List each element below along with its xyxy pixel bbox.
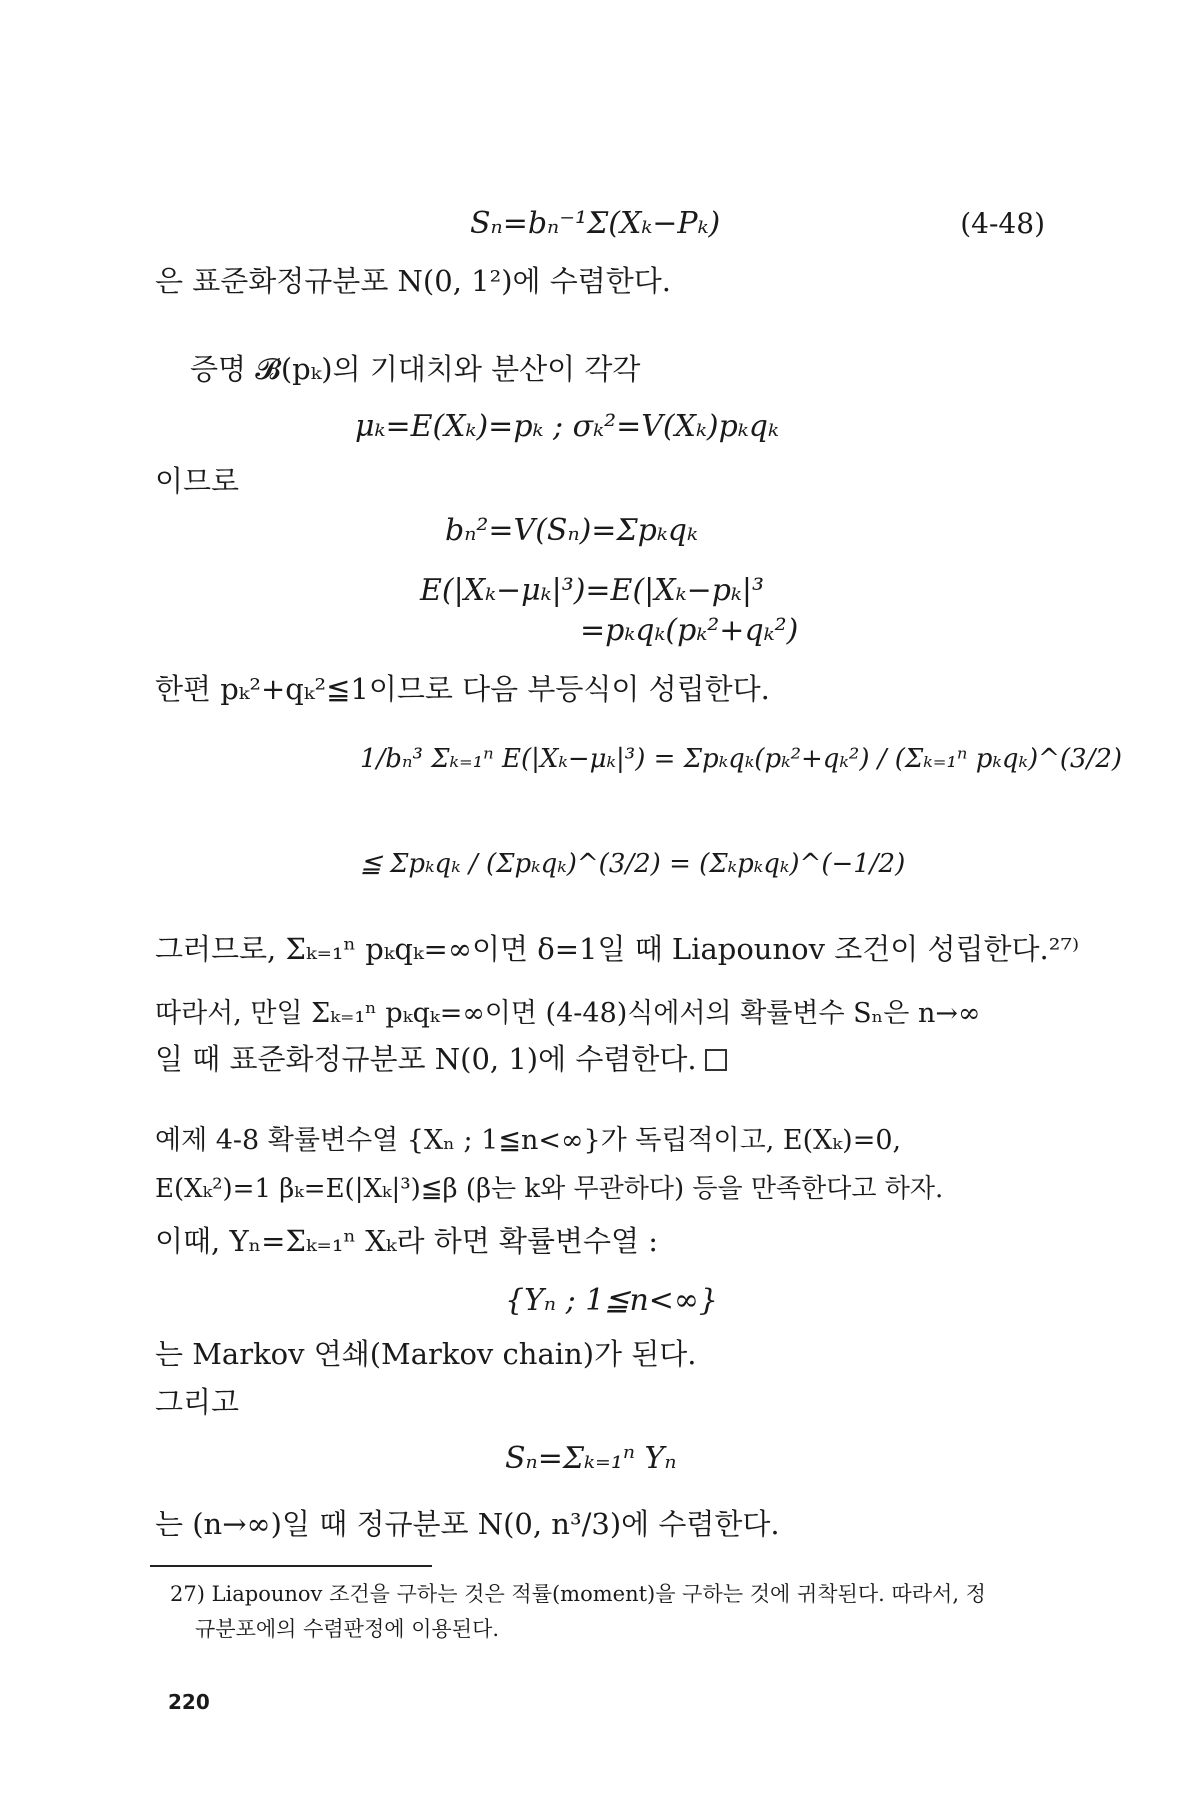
equation-text: Sₙ=bₙ⁻¹Σ(Xₖ−Pₖ) xyxy=(470,206,721,241)
equation-sn: Sₙ=Σₖ₌₁ⁿ Yₙ xyxy=(505,1441,677,1476)
equation-e3: E(|Xₖ−μₖ|³)=E(|Xₖ−pₖ|³ xyxy=(420,573,764,608)
equation-yn-sequence: {Yₙ ; 1≦n<∞} xyxy=(505,1283,718,1318)
line-geureomeuro: 그러므로, Σₖ₌₁ⁿ pₖqₖ=∞이면 δ=1일 때 Liapounov 조건이 성립한다.²⁷⁾ xyxy=(155,932,1080,966)
example-line-3: 이때, Yₙ=Σₖ₌₁ⁿ Xₖ라 하면 확률변수열 : xyxy=(155,1224,658,1258)
equation-e3b: =pₖqₖ(pₖ²+qₖ²) xyxy=(580,613,799,648)
line-il xyxy=(155,1040,727,1078)
word-imeuro: 이므로 xyxy=(155,464,240,498)
example-line-1: 예제 4-8 확률변수열 {Xₙ ; 1≦n<∞}가 독립적이고, E(Xₖ)=0, xyxy=(155,1125,902,1156)
page-number: 220 xyxy=(168,1690,210,1714)
line-hanpyeon: 한편 pₖ²+qₖ²≦1이므로 다음 부등식이 성립한다. xyxy=(155,672,770,706)
example-line-2: E(Xₖ²)=1 βₖ=E(|Xₖ|³)≦β (β는 k와 무관하다) 등을 만족한다고 하자. xyxy=(155,1174,944,1204)
qed-box-icon xyxy=(705,1049,727,1071)
equation-bn2: bₙ²=V(Sₙ)=Σpₖqₖ xyxy=(445,513,698,548)
equation-inequality-1: 1/bₙ³ Σₖ₌₁ⁿ E(|Xₖ−μₖ|³) = Σpₖqₖ(pₖ²+qₖ²) / (Σₖ₌₁ⁿ pₖqₖ)^(3/2) xyxy=(360,744,1123,774)
footnote-line-1: 27) Liapounov 조건을 구하는 것은 적률(moment)을 구하는 것에 귀착된다. 따라서, 정 xyxy=(170,1582,986,1606)
equation-inequality-2: ≦ Σpₖqₖ / (Σpₖqₖ)^(3/2) = (Σₖpₖqₖ)^(−1/2) xyxy=(360,849,906,879)
line-ttaraseo: 따라서, 만일 Σₖ₌₁ⁿ pₖqₖ=∞이면 (4-48)식에서의 확률변수 Sₙ은 n→∞ xyxy=(155,998,981,1029)
footnote-rule xyxy=(150,1565,432,1567)
proof-line: 증명 𝓑(pₖ)의 기대치와 분산이 각각 xyxy=(190,352,641,386)
equation-number: (4-48) xyxy=(960,207,1045,240)
word-geurigo: 그리고 xyxy=(155,1385,240,1419)
converge-line: 은 표준화정규분포 N(0, 1²)에 수렴한다. xyxy=(155,264,672,298)
markov-line: 는 Markov 연쇄(Markov chain)가 된다. xyxy=(155,1337,697,1371)
equation-4-48 xyxy=(470,205,720,243)
line-il-text: 일 때 표준화정규분포 N(0, 1)에 수렴한다. xyxy=(155,1042,697,1076)
equation-mu: μₖ=E(Xₖ)=pₖ ; σₖ²=V(Xₖ)pₖqₖ xyxy=(355,409,779,444)
line-final: 는 (n→∞)일 때 정규분포 N(0, n³/3)에 수렴한다. xyxy=(155,1507,780,1541)
footnote-line-2: 규분포에의 수렴판정에 이용된다. xyxy=(195,1617,500,1641)
